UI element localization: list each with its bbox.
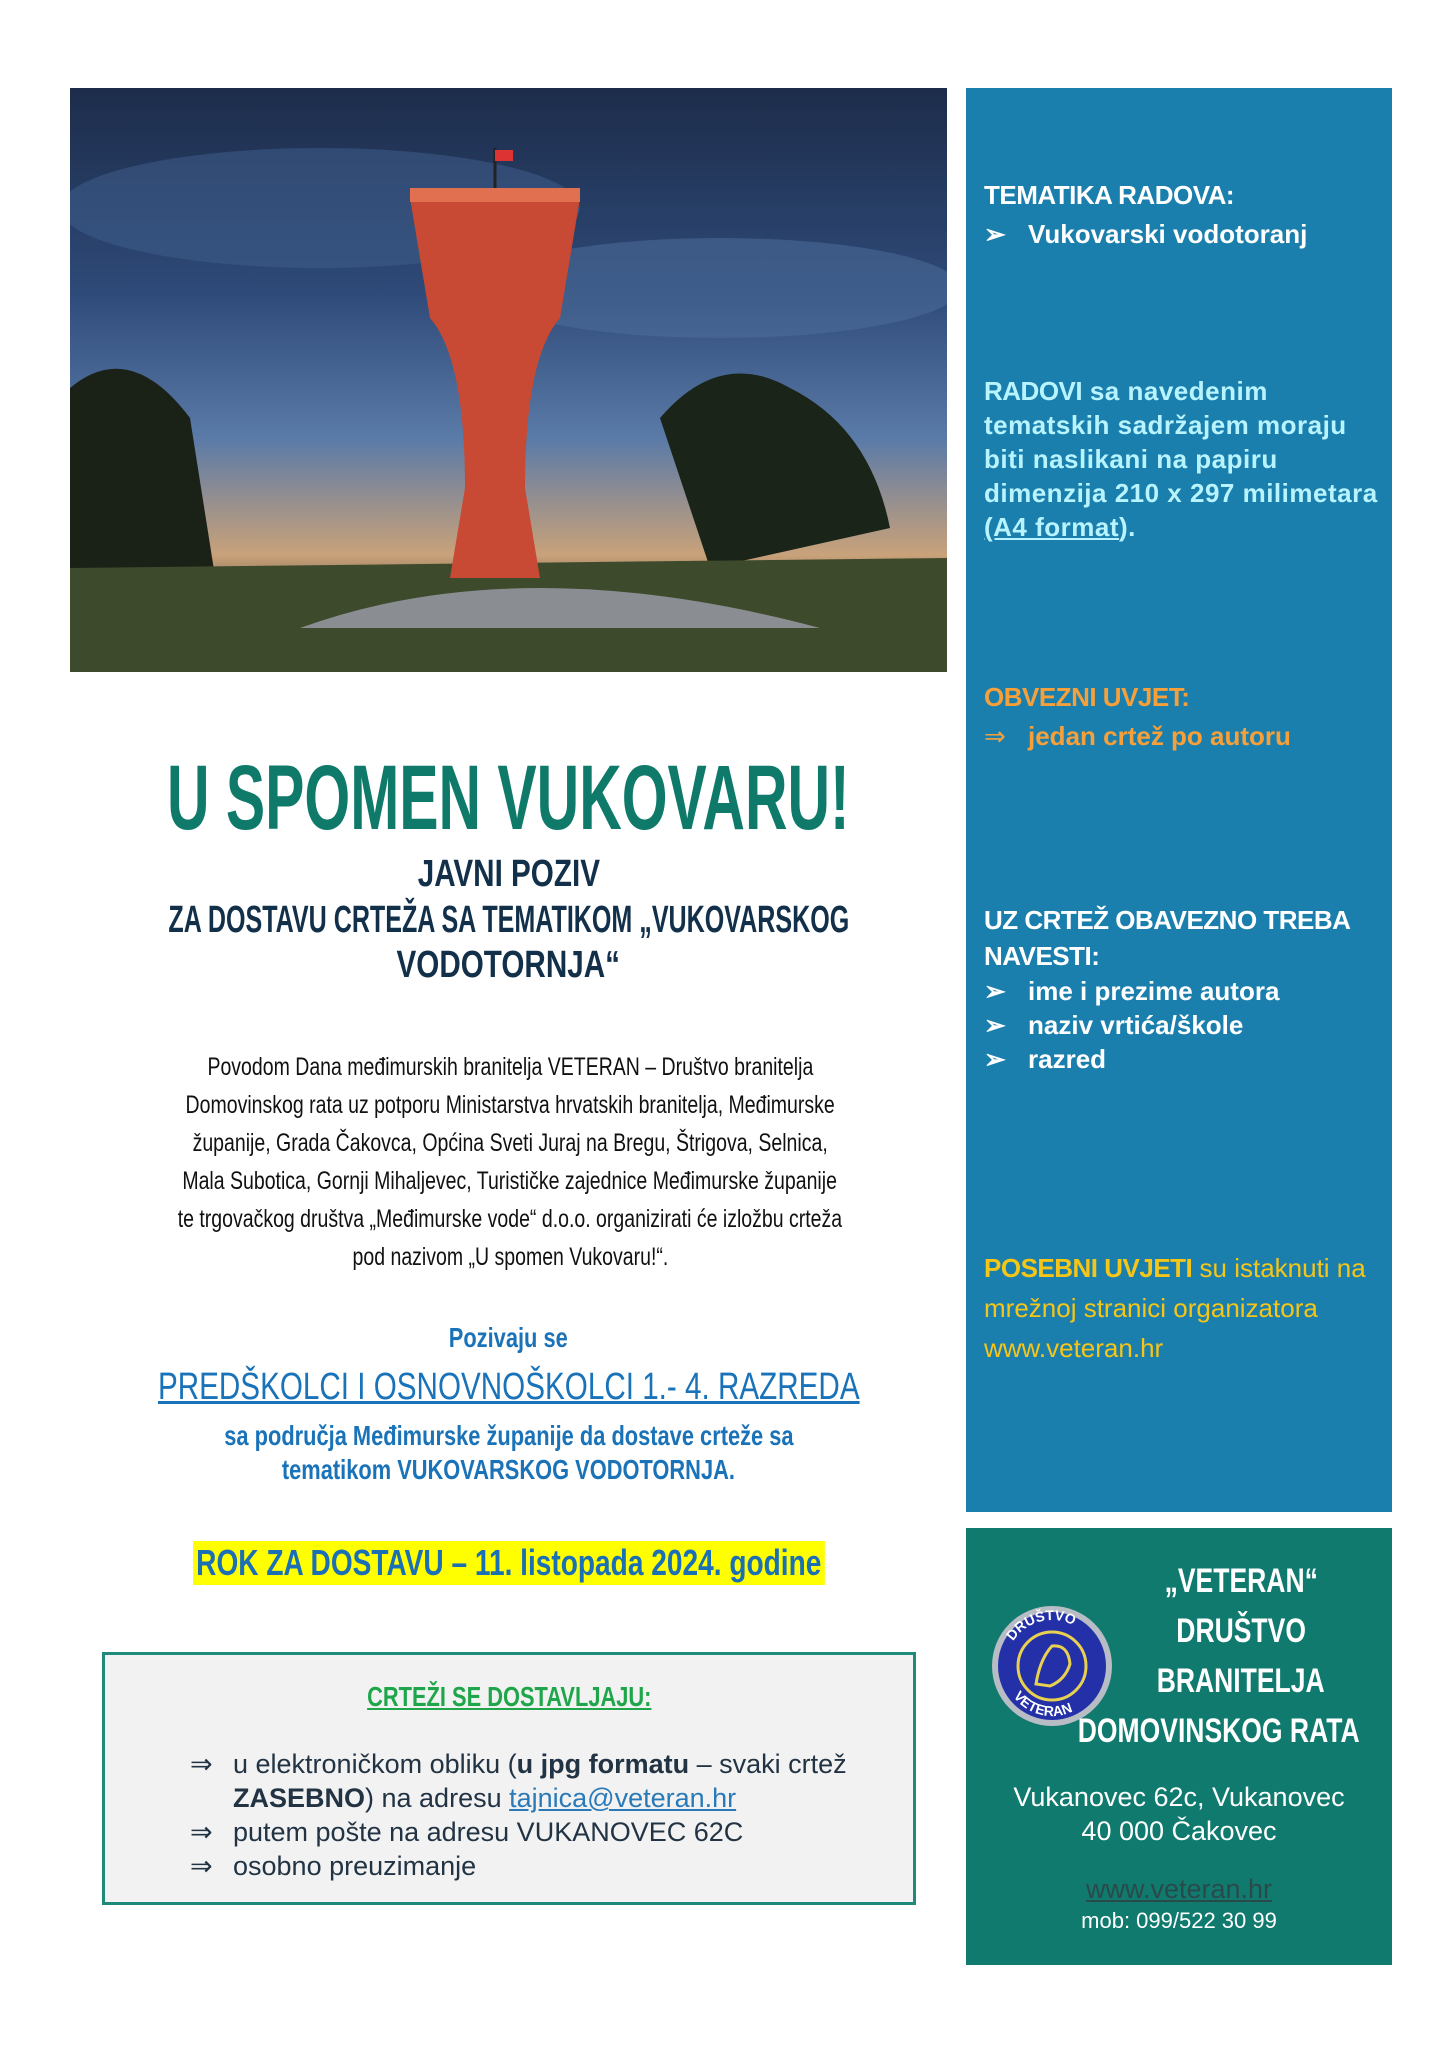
theme-item: ➢ Vukovarski vodotoranj bbox=[984, 219, 1308, 249]
mandatory-heading: OBVEZNI UVJET: bbox=[984, 682, 1190, 712]
water-tower-photo bbox=[70, 88, 947, 672]
org-name-line: BRANITELJA bbox=[1157, 1662, 1325, 1700]
invite-line: tematikom VUKOVARSKOG VODOTORNJA. bbox=[281, 1454, 736, 1485]
delivery-heading: CRTEŽI SE DOSTAVLJAJU: bbox=[366, 1681, 652, 1712]
delivery-item: ⇒ u elektroničkom obliku (u jpg formatu – svaki crtež ZASEBNO) na adresu tajnica@veteran.hr bbox=[190, 1749, 847, 1813]
org-name-line: „VETERAN“ bbox=[1164, 1562, 1318, 1600]
org-phone: mob: 099/522 30 99 bbox=[1081, 1908, 1277, 1933]
organization-card bbox=[966, 1528, 1392, 1965]
subtitle-line: VODOTORNJA“ bbox=[396, 944, 621, 986]
works-requirements: RADOVI sa navedenim tematskih sadržajem moraju biti naslikani na papiru dimenzija 210 x 297 milimetara (A4 format). bbox=[984, 376, 1378, 542]
delivery-box bbox=[102, 1652, 916, 1905]
mandatory-item: ⇒ jedan crtež po autoru bbox=[984, 721, 1291, 751]
water-tower-illustration bbox=[70, 88, 947, 672]
email-link[interactable]: tajnica@veteran.hr bbox=[509, 1783, 737, 1813]
invite-lead: Pozivaju se bbox=[449, 1322, 568, 1353]
org-name-line: DOMOVINSKOG RATA bbox=[1078, 1712, 1360, 1750]
special-conditions: POSEBNI UVJETI su istaknuti na mrežnoj stranici organizatora www.veteran.hr bbox=[984, 1253, 1366, 1363]
info-item: ➢ razred bbox=[984, 1044, 1107, 1074]
deadline: ROK ZA DOSTAVU – 11. listopada 2024. godine bbox=[70, 1541, 947, 1585]
intro-paragraph: Povodom Dana međimurskih branitelja VETERAN – Društvo branitelja Domovinskog rata uz potporu Ministarstva hrvatskih branitelja, Međimurske županije, Grada Čakovca, Općina Sveti Juraj na Bregu, Štrigova, Selnica, Mala Subotica, Gornji Mihaljevec, Turističke zajednice Međimurske županije te trgovačkog društva „Međimurske vode“ d.o.o. organizirati će izložbu crteža pod nazivom „U spomen Vukovaru!“. bbox=[177, 1053, 843, 1271]
page-title: U SPOMEN VUKOVARU! bbox=[167, 747, 850, 849]
subtitle-line: JAVNI POZIV bbox=[417, 853, 600, 895]
delivery-item: ⇒ putem pošte na adresu VUKANOVEC 62C bbox=[190, 1817, 744, 1847]
org-name-line: DRUŠTVO bbox=[1176, 1612, 1306, 1650]
svg-text:DRUŠTVO: DRUŠTVO bbox=[1002, 1606, 1079, 1644]
theme-heading: TEMATIKA RADOVA: bbox=[984, 180, 1235, 210]
invite-target: PREDŠKOLCI I OSNOVNOŠKOLCI 1.- 4. RAZREDA bbox=[157, 1366, 860, 1408]
invite-line: sa područja Međimurske županije da dostave crteže sa bbox=[223, 1420, 794, 1451]
org-website[interactable]: www.veteran.hr bbox=[1085, 1874, 1273, 1904]
subtitle-line: ZA DOSTAVU CRTEŽA SA TEMATIKOM „VUKOVARSKOG bbox=[168, 899, 849, 941]
info-sidebar bbox=[966, 88, 1392, 1512]
info-item: ➢ naziv vrtića/škole bbox=[984, 1010, 1244, 1040]
a4-format-link[interactable]: (A4 format bbox=[984, 512, 1120, 542]
org-address: Vukanovec 62c, Vukanovec 40 000 Čakovec bbox=[1013, 1782, 1345, 1846]
info-item: ➢ ime i prezime autora bbox=[984, 976, 1280, 1006]
svg-text:VETERAN: VETERAN bbox=[1010, 1687, 1075, 1720]
info-heading: UZ CRTEŽ OBAVEZNO TREBA NAVESTI: bbox=[984, 905, 1350, 971]
delivery-item: ⇒ osobno preuzimanje bbox=[190, 1851, 477, 1881]
